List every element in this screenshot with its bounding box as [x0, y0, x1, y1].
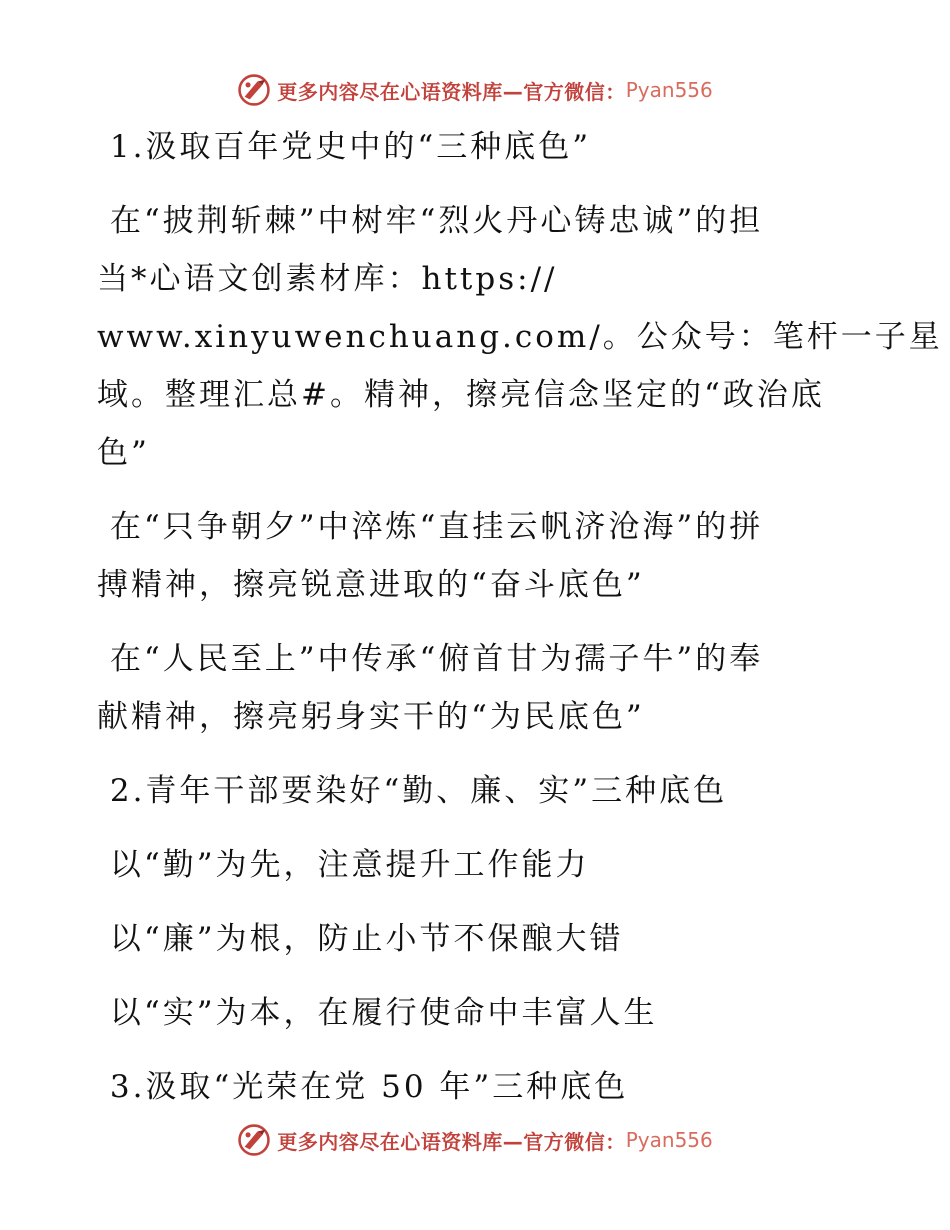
- paragraph-3: [97, 630, 837, 746]
- footer-banner: [0, 1120, 950, 1160]
- list-item: 以“廉”为根，防止小节不保酿大错: [97, 921, 624, 957]
- paragraph-line: 献精神，擦亮躬身实干的“为民底色”: [97, 699, 645, 735]
- banner-wechat-id: Pyan556: [625, 1128, 713, 1152]
- header-banner: [0, 70, 950, 110]
- list-item: 以“勤”为先，注意提升工作能力: [97, 847, 590, 883]
- paragraph-line: 在“人民至上”中传承“俯首甘为孺子牛”的奉: [97, 641, 764, 677]
- paragraph-line: 当*心语文创素材库：https://: [97, 261, 558, 297]
- paragraph-line: 在“披荆斩棘”中树牢“烈火丹心铸忠诚”的担: [97, 203, 764, 239]
- logo-icon: [237, 73, 271, 107]
- heading-2: 2.青年干部要染好“勤、廉、实”三种底色: [97, 773, 728, 809]
- logo-icon: [237, 1123, 271, 1157]
- document-body: [97, 118, 943, 1116]
- banner-text: 更多内容尽在心语资料库—官方微信：: [277, 79, 626, 104]
- paragraph-line: 搏精神，擦亮锐意进取的“奋斗底色”: [97, 567, 645, 603]
- paragraph-line: 在“只争朝夕”中淬炼“直挂云帆济沧海”的拼: [97, 509, 764, 545]
- banner-wechat-id: Pyan556: [625, 78, 713, 102]
- paragraph-1: [97, 192, 943, 482]
- paragraph-line: www.xinyuwenchuang.com/。公众号：笔杆一子星: [97, 319, 943, 355]
- list-item: 以“实”为本，在履行使命中丰富人生: [97, 995, 658, 1031]
- paragraph-line: 色”: [97, 435, 150, 471]
- paragraph-2: [97, 498, 837, 614]
- banner-text: 更多内容尽在心语资料库—官方微信：: [277, 1129, 626, 1154]
- paragraph-line: 域。整理汇总#。精神，擦亮信念坚定的“政治底: [97, 377, 825, 413]
- heading-1: 1.汲取百年党史中的“三种底色”: [97, 129, 592, 165]
- heading-3: 3.汲取“光荣在党 50 年”三种底色: [97, 1069, 629, 1105]
